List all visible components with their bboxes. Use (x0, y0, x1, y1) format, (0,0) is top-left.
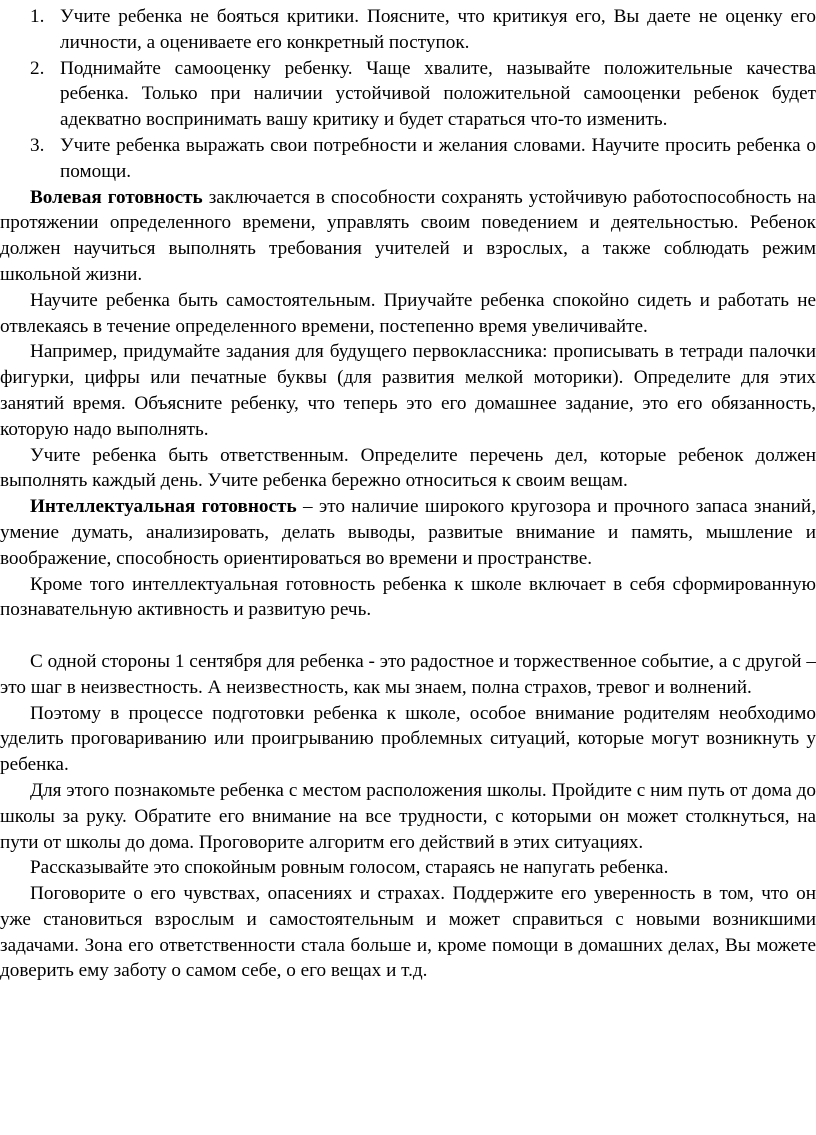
blank-line (0, 623, 816, 649)
paragraph-otvetstvennym: Учите ребенка быть ответственным. Определите перечень дел, которые ребенок должен выполнять каждый день. Учите ребенка бережно относиться к своим вещам. (0, 444, 816, 492)
paragraph-intellektualnaya (0, 494, 816, 571)
paragraph-odnoy-storony: С одной стороны 1 сентября для ребенка - это радостное и торжественное событие, а с другой – это шаг в неизвестность. А неизвестность, как мы знаем, полна страхов, тревог и волнений. (0, 650, 816, 698)
term-volevaya: Волевая готовность (30, 186, 203, 208)
list-item-text: Учите ребенка не бояться критики. Поясните, что критикуя его, Вы даете не оценку его личности, а оцениваете его конкретный поступок. (60, 6, 816, 53)
term-intellektualnaya: Интеллектуальная готовность (30, 496, 297, 518)
paragraph-rasskazyvayte: Рассказывайте это спокойным ровным голосом, стараясь не напугать ребенка. (30, 857, 669, 879)
paragraph-poetomu: Поэтому в процессе подготовки ребенка к школе, особое внимание родителям необходимо уделить проговариванию или проигрыванию проблемных ситуаций, которые могут возникнуть у ребенка. (0, 702, 816, 776)
paragraph-naprimer: Например, придумайте задания для будущего первоклассника: прописывать в тетради палочки фигурки, цифры или печатные буквы (для развития мелкой моторики). Определите для этих занятий время. Объясните ребенку, что теперь это его домашнее задание, это его обязанность, которую надо выполнять. (0, 341, 816, 440)
body-text (0, 185, 816, 985)
paragraph-pogovorite: Поговорите о его чувствах, опасениях и страхах. Поддержите его уверенность в том, что он уже становиться взрослым и самостоятельным и может справиться с новыми возникшими задачами. Зона его ответственности стала больше и, кроме помощи в домашних делах, Вы можете доверить ему заботу о самом себе, о его вещах и т.д. (0, 883, 816, 982)
list-item-text: Учите ребенка выражать свои потребности и желания словами. Научите просить ребенка о помощи. (60, 134, 816, 182)
paragraph-dlya-etogo: Для этого познакомьте ребенка с местом расположения школы. Пройдите с ним путь от дома до школы за руку. Обратите его внимание на все трудности, с которыми он может столкнуться, на пути от школы до дома. Проговорите алгоритм его действий в этих ситуациях. (0, 779, 816, 853)
list-item-text: Поднимайте самооценку ребенку. Чаще хвалите, называйте положительные качества ребенка. Только при наличии устойчивой положительной самооценки ребенок будет адекватно воспринимать вашу критику и будет стараться что-то изменить. (60, 57, 816, 131)
paragraph-intellektualnaya-text: – это наличие широкого кругозора и прочного запаса знаний, умение думать, анализировать, делать выводы, развитые внимание и память, мышление и воображение, способность ориентироваться во времени и пространстве. (0, 496, 816, 569)
paragraph-volevaya-text: заключается в способности сохранять устойчивую работоспособность на протяжении определенного времени, управлять своим поведением и деятельностью. Ребенок должен научиться выполнять требования учителей и взрослых, а также соблюдать режим школьной жизни. (0, 186, 816, 285)
paragraph-volevaya (0, 185, 816, 288)
list-item (30, 56, 816, 133)
list-item (30, 4, 816, 56)
list-item (30, 133, 816, 185)
list-item-number: 3. (30, 134, 45, 156)
paragraph-krome: Кроме того интеллектуальная готовность ребенка к школе включает в себя сформированную познавательную активность и развитую речь. (0, 573, 816, 621)
advice-list (30, 4, 816, 185)
paragraph-samostoyatelnym: Научите ребенка быть самостоятельным. Приучайте ребенка спокойно сидеть и работать не отвлекаясь в течение определенного времени, постепенно время увеличивайте. (0, 289, 816, 337)
list-item-number: 2. (30, 57, 45, 79)
document-page (0, 4, 816, 984)
list-item-number: 1. (30, 6, 45, 27)
